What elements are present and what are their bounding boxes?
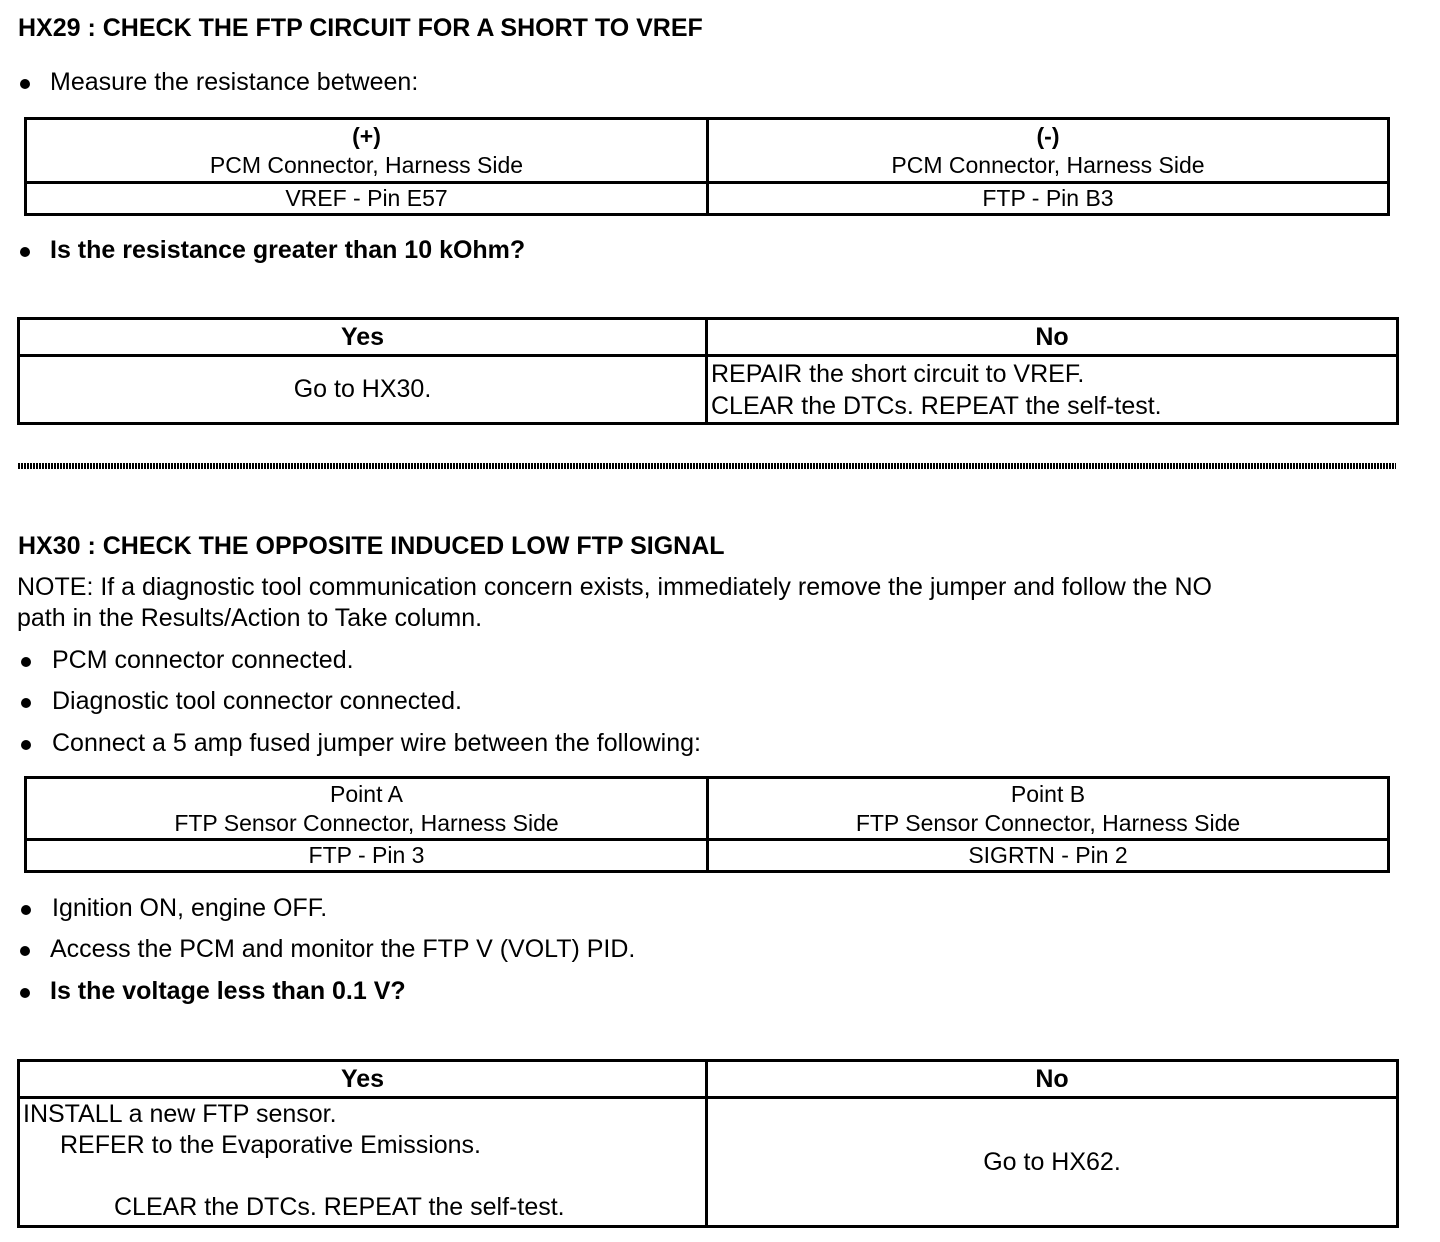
jumper-point-a-header — [26, 778, 708, 840]
no-action-line: CLEAR the DTCs. REPEAT the self-test. — [711, 391, 1162, 420]
hx30-title: HX30 : CHECK THE OPPOSITE INDUCED LOW FTP SIGNAL — [18, 532, 725, 560]
yes-action-line: CLEAR the DTCs. REPEAT the self-test. — [114, 1193, 565, 1221]
result-no-action: Go to HX62. — [707, 1098, 1398, 1227]
hx30-step-jumper: Connect a 5 amp fused jumper wire between the following: — [52, 729, 701, 757]
bullet-icon — [20, 247, 30, 257]
point-a-connector: FTP Sensor Connector, Harness Side — [174, 809, 559, 836]
measure-positive-pin: VREF - Pin E57 — [26, 183, 708, 215]
result-no-header: No — [707, 319, 1398, 356]
result-yes-header: Yes — [19, 319, 707, 356]
point-a-label: Point A — [330, 780, 403, 807]
hx29-step-measure: Measure the resistance between: — [50, 68, 419, 96]
hx30-result-table — [17, 1059, 1399, 1228]
bullet-icon — [20, 79, 30, 89]
no-action-line: REPAIR the short circuit to VREF. — [711, 359, 1085, 388]
yes-action-line: REFER to the Evaporative Emissions. — [60, 1131, 481, 1159]
measure-col-negative-header — [708, 119, 1389, 183]
jumper-point-a-pin: FTP - Pin 3 — [26, 840, 708, 872]
point-b-connector: FTP Sensor Connector, Harness Side — [855, 809, 1241, 836]
hx30-step-tool: Diagnostic tool connector connected. — [52, 687, 462, 715]
bullet-icon — [21, 905, 31, 915]
bullet-icon — [21, 698, 31, 708]
yes-action-line: INSTALL a new FTP sensor. — [23, 1100, 337, 1128]
section-divider — [18, 463, 1396, 469]
bullet-icon — [20, 988, 30, 998]
bullet-icon — [20, 946, 30, 956]
negative-sign: (-) — [1036, 122, 1060, 149]
bullet-icon — [21, 657, 31, 667]
jumper-point-b-header — [708, 778, 1389, 840]
result-no-header: No — [707, 1061, 1398, 1098]
hx29-result-table — [17, 317, 1399, 425]
hx30-note-line2: path in the Results/Action to Take column. — [17, 604, 483, 632]
hx30-note-line1: NOTE: If a diagnostic tool communication concern exists, immediately remove the jumper and follow the NO — [17, 573, 1212, 601]
hx30-question: Is the voltage less than 0.1 V? — [50, 977, 406, 1005]
negative-connector-label: PCM Connector, Harness Side — [891, 151, 1205, 178]
bullet-icon — [21, 740, 31, 750]
result-yes-header: Yes — [19, 1061, 707, 1098]
result-yes-action — [19, 1098, 707, 1227]
hx30-step-monitor: Access the PCM and monitor the FTP V (VOLT) PID. — [50, 935, 636, 963]
jumper-point-b-pin: SIGRTN - Pin 2 — [708, 840, 1389, 872]
hx30-step-pcm: PCM connector connected. — [52, 646, 354, 674]
result-yes-action: Go to HX30. — [19, 356, 707, 424]
hx29-measure-table — [24, 117, 1390, 216]
hx30-step-ignition: Ignition ON, engine OFF. — [52, 894, 328, 922]
positive-connector-label: PCM Connector, Harness Side — [209, 151, 524, 178]
hx29-title: HX29 : CHECK THE FTP CIRCUIT FOR A SHORT TO VREF — [18, 14, 703, 42]
positive-sign: (+) — [352, 122, 381, 149]
hx30-jumper-table — [24, 776, 1390, 873]
measure-col-positive-header — [26, 119, 708, 183]
point-b-label: Point B — [1010, 780, 1086, 807]
result-no-action — [707, 356, 1398, 424]
measure-negative-pin: FTP - Pin B3 — [708, 183, 1389, 215]
hx29-question: Is the resistance greater than 10 kOhm? — [50, 236, 526, 264]
